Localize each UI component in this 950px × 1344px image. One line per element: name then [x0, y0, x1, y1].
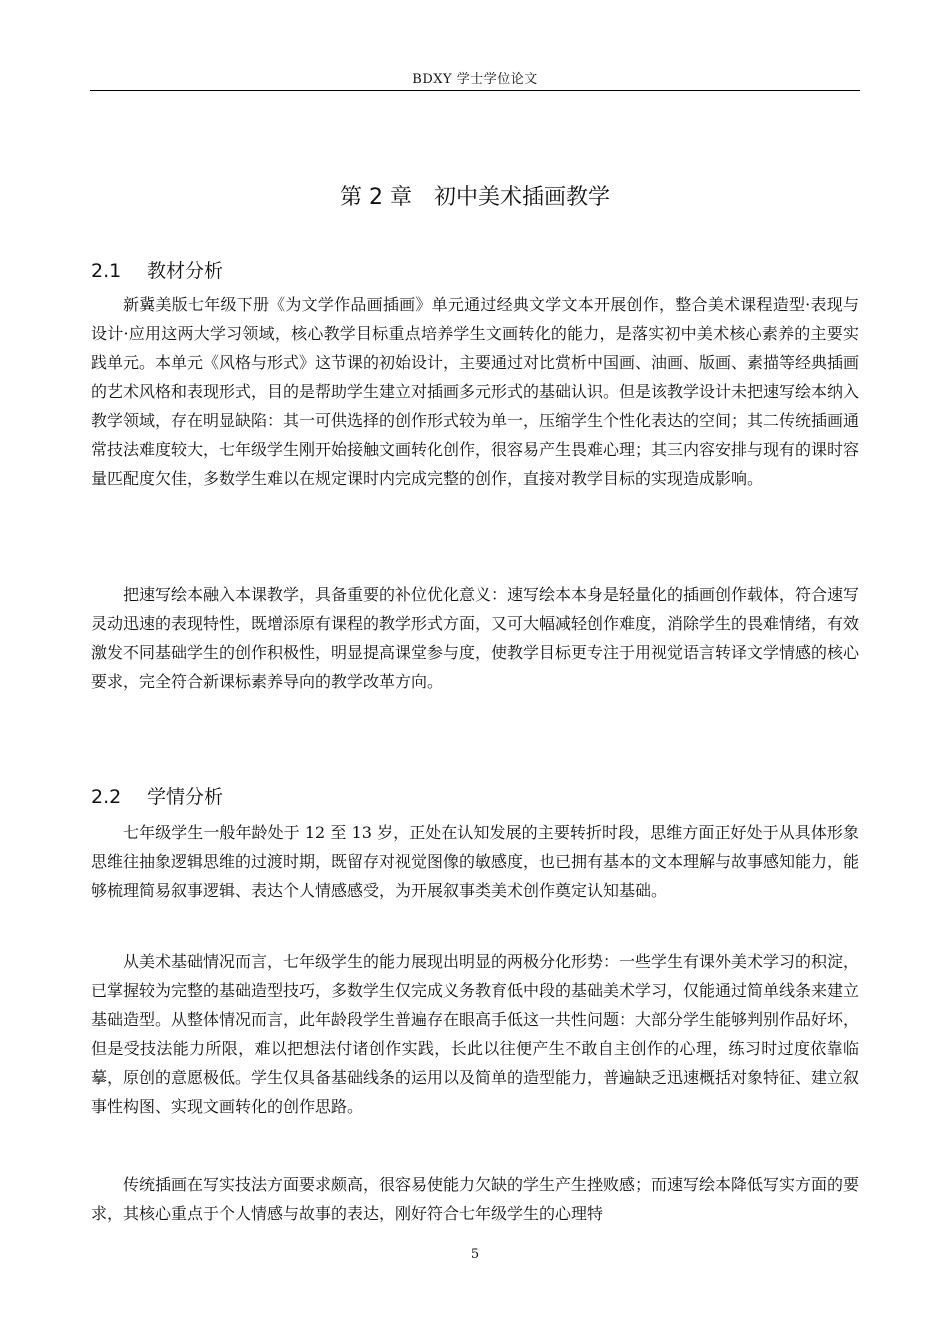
running-header: BDXY 学士学位论文: [412, 72, 538, 87]
section-heading-2-2: [91, 782, 223, 809]
paragraph: 从美术基础情况而言，七年级学生的能力展现出明显的两极分化形势：一些学生有课外美术学习的积淀，已掌握较为完整的基础造型技巧，多数学生仅完成义务教育低中段的基础美术学习，仅能通过简单线条来建立基础造型。从整体情况而言，此年龄段学生普遍存在眼高手低这一共性问题：大部分学生能够判别作品好坏，但是受技法能力所限，难以把想法付诸创作实践，长此以往便产生不敢自主创作的心理，练习时过度依靠临摹，原创的意愿极低。学生仅具备基础线条的运用以及简单的造型能力，普遍缺乏迅速概括对象特征、建立叙事性构图、实现文画转化的创作思路。: [91, 952, 860, 1116]
section-number: 2.2: [91, 786, 122, 808]
chapter-title: 第 2 章 初中美术插画教学: [340, 185, 610, 210]
page-number: 5: [470, 1247, 480, 1262]
section-number: 2.1: [91, 260, 122, 282]
section-heading-2-1: [91, 256, 223, 283]
section-title: 教材分析: [147, 260, 224, 282]
paragraph: 把速写绘本融入本课教学，具备重要的补位优化意义：速写绘本本身是轻量化的插画创作载体，符合速写灵动迅速的表现特性，既增添原有课程的教学形式方面，又可大幅减轻创作难度，消除学生的畏难情绪，有效激发不同基础学生的创作积极性，明显提高课堂参与度，使教学目标更专注于用视觉语言转译文学情感的核心要求，完全符合新课标素养导向的教学改革方向。: [91, 585, 860, 691]
paragraph: 新冀美版七年级下册《为文学作品画插画》单元通过经典文学文本开展创作，整合美术课程造型·表现与设计·应用这两大学习领域，核心教学目标重点培养学生文画转化的能力，是落实初中美术核心素养的主要实践单元。本单元《风格与形式》这节课的初始设计，主要通过对比赏析中国画、油画、版画、素描等经典插画的艺术风格和表现形式，目的是帮助学生建立对插画多元形式的基础认识。但是该教学设计未把速写绘本纳入教学领域，存在明显缺陷：其一可供选择的创作形式较为单一，压缩学生个性化表达的空间；其二传统插画通常技法难度较大，七年级学生刚开始接触文画转化创作，很容易产生畏难心理；其三内容安排与现有的课时容量匹配度欠佳，多数学生难以在规定课时内完成完整的创作，直接对教学目标的实现造成影响。: [91, 295, 860, 488]
header-rule: [90, 90, 860, 91]
section-title: 学情分析: [147, 786, 224, 808]
paragraph: 传统插画在写实技法方面要求颇高，很容易使能力欠缺的学生产生挫败感；而速写绘本降低写实方面的要求，其核心重点于个人情感与故事的表达，刚好符合七年级学生的心理特: [91, 1175, 860, 1223]
paragraph: 七年级学生一般年龄处于 12 至 13 岁，正处在认知发展的主要转折时段，思维方面正好处于从具体形象思维往抽象逻辑思维的过渡时期，既留存对视觉图像的敏感度，也已拥有基本的文本理解与故事感知能力，能够梳理简易叙事逻辑、表达个人情感感受，为开展叙事类美术创作奠定认知基础。: [91, 823, 860, 900]
